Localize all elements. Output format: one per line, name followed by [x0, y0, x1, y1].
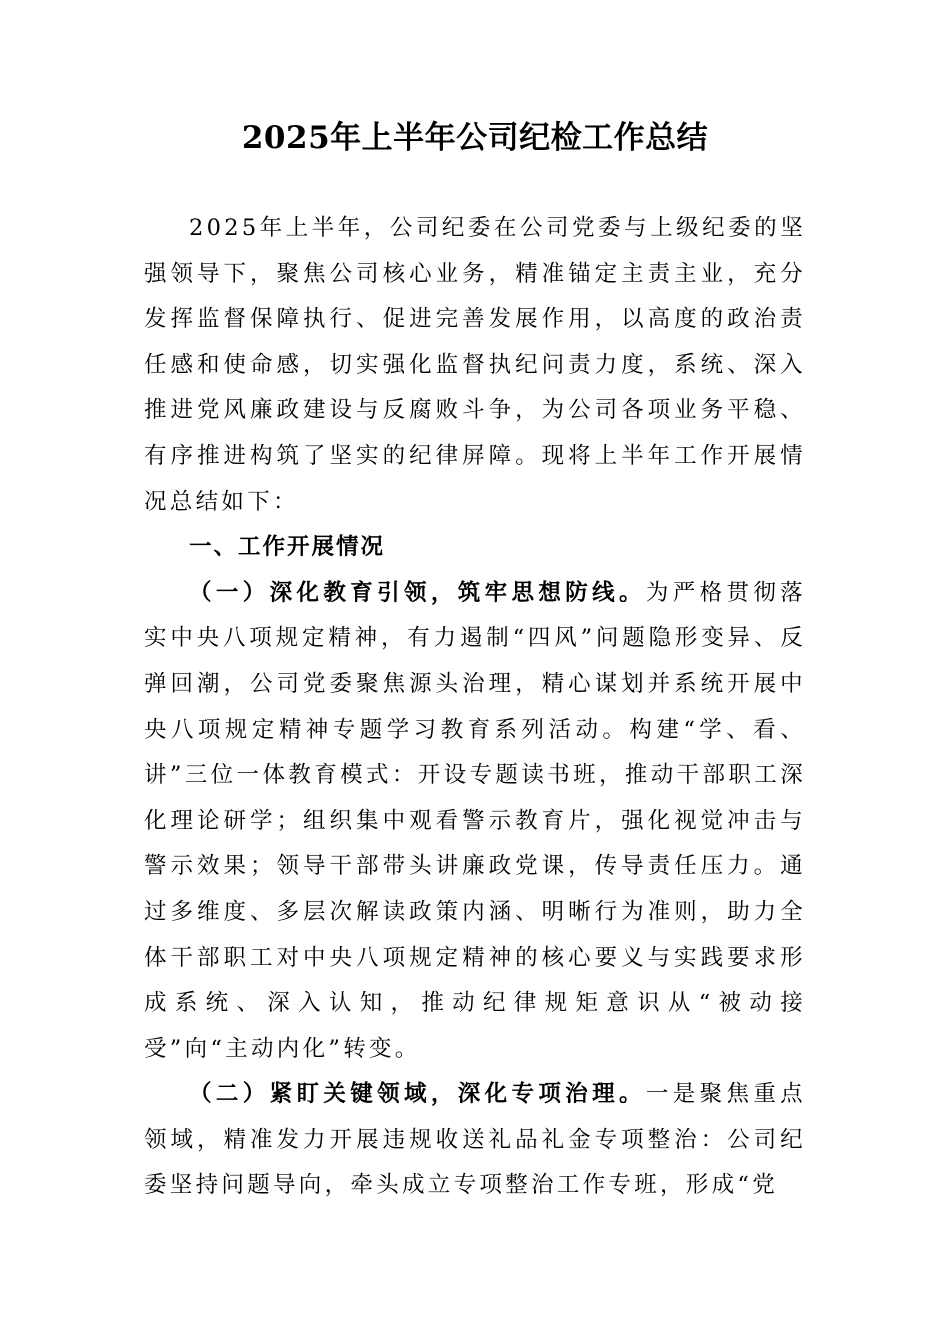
item-1-paragraph [144, 571, 806, 1073]
item-2-paragraph [144, 1072, 806, 1209]
item-2-text: 一是聚焦重点领域，精准发力开展违规收送礼品礼金专项整治：公司纪委坚持问题导向，牵头成立专项整治工作专班，形成“党 [144, 1081, 806, 1199]
section-heading: 一、工作开展情况 [189, 534, 386, 561]
document-body [144, 206, 806, 1209]
item-1-text: 为严格贯彻落实中央八项规定精神，有力遏制“四风”问题隐形变异、反弹回潮，公司党委聚焦源头治理，精心谋划并系统开展中央八项规定精神专题学习教育系列活动。构建“学、看、讲”三位一体教育模式：开设专题读书班，推动干部职工深化理论研学；组织集中观看警示教育片，强化视觉冲击与警示效果；领导干部带头讲廉政党课，传导责任压力。通过多维度、多层次解读政策内涵、明晰行为准则，助力全体干部职工对中央八项规定精神的核心要义与实践要求形成系统、深入认知，推动纪律规矩意识从“被动接受”向“主动内化”转变。 [144, 579, 806, 1062]
intro-paragraph: 2025年上半年，公司纪委在公司党委与上级纪委的坚强领导下，聚焦公司核心业务，精准锚定主责主业，充分发挥监督保障执行、促进完善发展作用，以高度的政治责任感和使命感，切实强化监督执纪问责力度，系统、深入推进党风廉政建设与反腐败斗争，为公司各项业务平稳、有序推进构筑了坚实的纪律屏障。现将上半年工作开展情况总结如下： [144, 215, 806, 515]
document-title: 2025年上半年公司纪检工作总结 [241, 120, 709, 156]
item-1-lead: （一）深化教育引领，筑牢思想防线。 [189, 579, 646, 606]
item-2-lead: （二）紧盯关键领域，深化专项治理。 [189, 1081, 646, 1108]
